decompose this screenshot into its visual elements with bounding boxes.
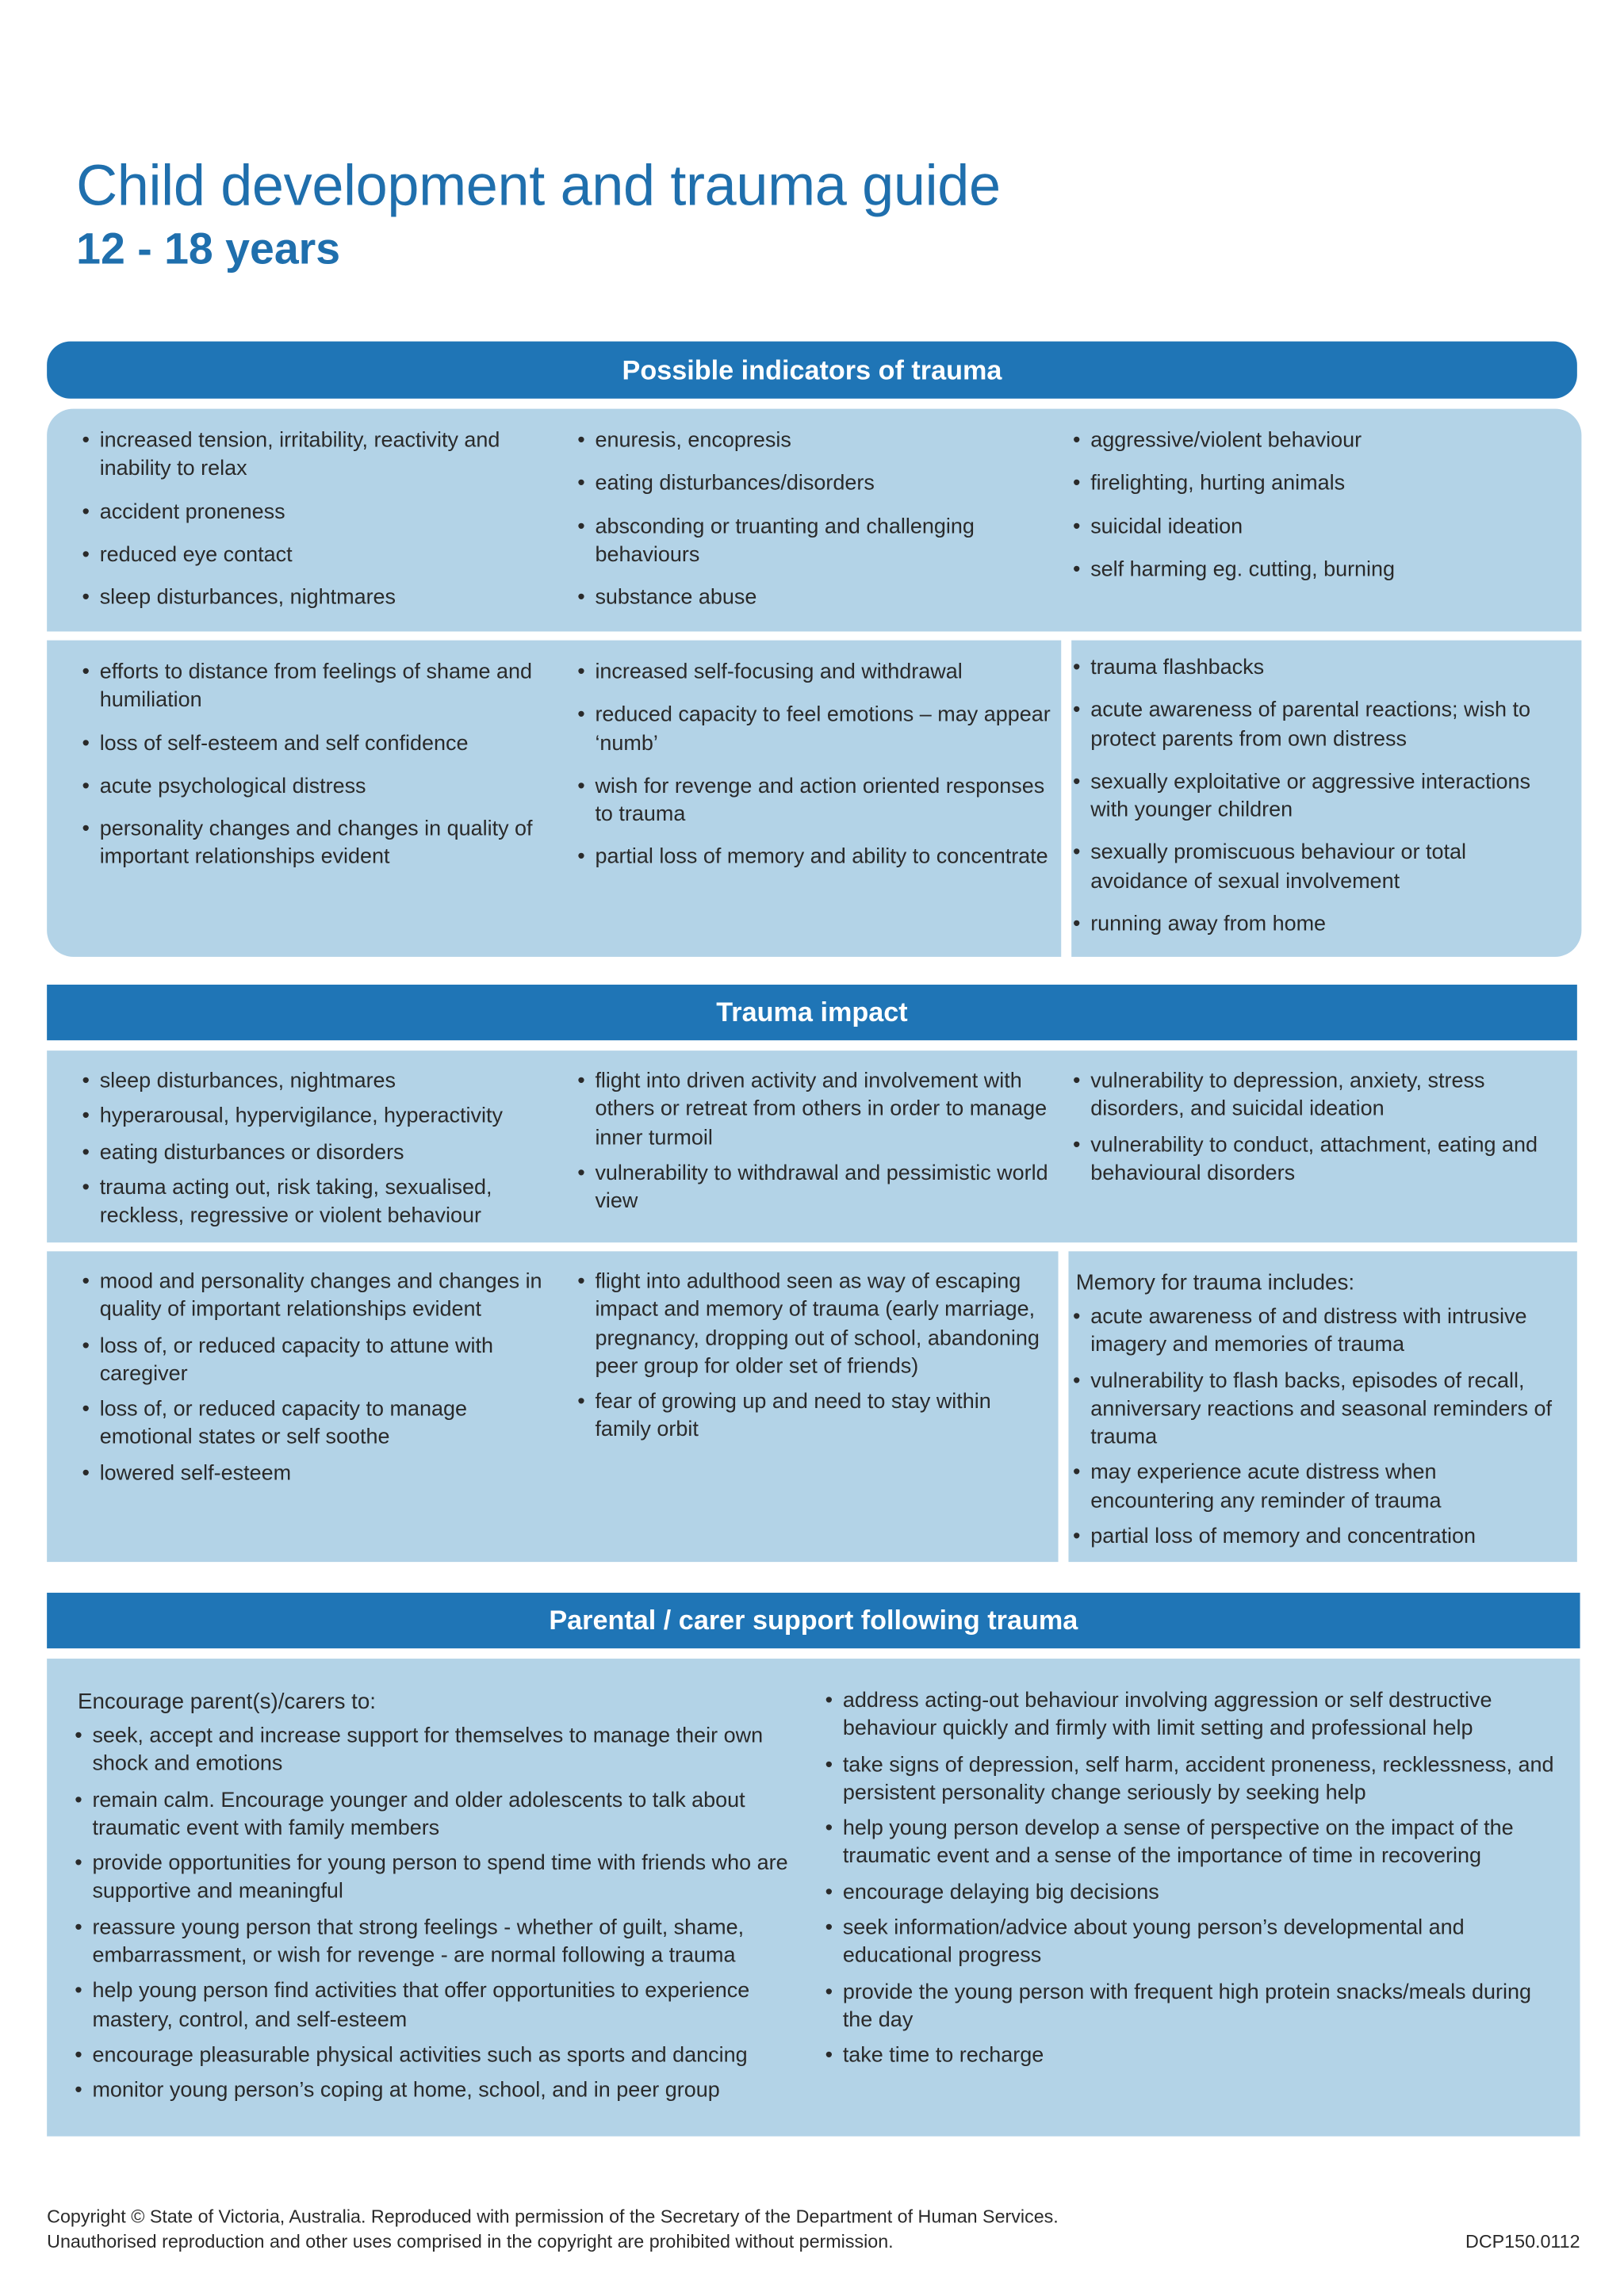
memory-for-trauma-intro: Memory for trauma includes: [1075,1270,1355,1295]
bullet-item: • lowered self-esteem [79,1460,563,1489]
page-subtitle: 12 - 18 years [76,225,341,274]
bullet-item: • wish for revenge and action oriented responses to trauma [575,774,1051,830]
bullet-item: • may experience acute distress when encountering any reminder of trauma [1070,1460,1561,1517]
bullet-item: • vulnerability to conduct, attachment, eating and behavioural disorders [1070,1132,1561,1188]
bullet-item: • sleep disturbances, nightmares [79,1068,563,1096]
bullet-item: • suicidal ideation [1070,514,1561,542]
bullet-item: • remain calm. Encourage younger and older adolescents to talk about traumatic event with family members [72,1787,799,1843]
indicators-row1-col2-list [575,428,1051,614]
indicators-heading: Possible indicators of trauma [622,354,1002,385]
bullet-item: • provide opportunities for young person to spend time with friends who are supportive and meaningful [72,1851,799,1908]
bullet-item: • sexually exploitative or aggressive interactions with younger children [1070,769,1561,825]
bullet-item: • reduced capacity to feel emotions – may appear ‘numb’ [575,702,1051,759]
bullet-item: • acute awareness of and distress with intrusive imagery and memories of trauma [1070,1304,1561,1360]
footer-copyright [47,2205,1366,2255]
bullet-item: • help young person find activities that offer opportunities to experience mastery, control, and self-esteem [72,1979,799,2035]
impact-heading-bar [47,985,1577,1040]
bullet-item: • personality changes and changes in quality of important relationships evident [79,817,563,873]
bullet-item: • loss of self-esteem and self confidence [79,730,563,759]
impact-row2-col1-list [79,1269,563,1488]
impact-row2-col2-list [575,1269,1051,1445]
bullet-item: • efforts to distance from feelings of shame and humiliation [79,660,563,716]
indicators-heading-bar [47,342,1577,399]
bullet-item: • vulnerability to withdrawal and pessimistic world view [575,1161,1051,1217]
support-left-list [72,1723,799,2106]
bullet-item: • seek, accept and increase support for themselves to manage their own shock and emotions [72,1723,799,1779]
bullet-item: • partial loss of memory and concentration [1070,1524,1561,1552]
bullet-item: • trauma flashbacks [1070,655,1561,683]
footer-copyright-line1: Copyright © State of Victoria, Australia. Reproduced with permission of the Secretary of the Department of Human Services. [47,2206,1059,2228]
bullet-item: • mood and personality changes and changes in quality of important relationships evident [79,1269,563,1325]
bullet-item: • running away from home [1070,912,1561,940]
support-right-list [822,1688,1555,2071]
footer-document-code: DCP150.0112 [1465,2231,1580,2252]
bullet-item: • substance abuse [575,585,1051,614]
bullet-item: • increased self-focusing and withdrawal [575,660,1051,688]
bullet-item: • vulnerability to flash backs, episodes of recall, anniversary reactions and seasonal reminders of trauma [1070,1368,1561,1452]
bullet-item: • provide the young person with frequent high protein snacks/meals during the day [822,1979,1555,2035]
bullet-item: • take time to recharge [822,2043,1555,2072]
bullet-item: • flight into driven activity and involvement with others or retreat from others in order to manage inner turmoil [575,1068,1051,1153]
bullet-item: • acute psychological distress [79,774,563,802]
bullet-item: • eating disturbances/disorders [575,471,1051,499]
bullet-item: • eating disturbances or disorders [79,1139,563,1168]
footer-copyright-line2: Unauthorised reproduction and other uses comprised in the copyright are prohibited without permission. [47,2231,894,2252]
bullet-item: • aggressive/violent behaviour [1070,428,1561,457]
bullet-item: • partial loss of memory and ability to concentrate [575,844,1051,873]
impact-row1-col1-list [79,1068,563,1231]
bullet-item: • loss of, or reduced capacity to manage emotional states or self soothe [79,1397,563,1453]
support-intro: Encourage parent(s)/carers to: [77,1689,376,1715]
bullet-item: • increased tension, irritability, reactivity and inability to relax [79,428,563,484]
bullet-item: • reduced eye contact [79,542,563,571]
indicators-row1-col3-list [1070,428,1561,585]
impact-row1-col3-list [1070,1068,1561,1188]
impact-row2-col3-list [1070,1304,1561,1552]
bullet-item: • acute awareness of parental reactions; wish to protect parents from own distress [1070,698,1561,754]
bullet-item: • trauma acting out, risk taking, sexualised, reckless, regressive or violent behaviour [79,1175,563,1231]
bullet-item: • sleep disturbances, nightmares [79,585,563,614]
bullet-item: • seek information/advice about young person’s developmental and educational progress [822,1915,1555,1972]
impact-row1-col2-list [575,1068,1051,1217]
bullet-item: • firelighting, hurting animals [1070,471,1561,499]
bullet-item: • monitor young person’s coping at home, school, and in peer group [72,2078,799,2107]
bullet-item: • vulnerability to depression, anxiety, stress disorders, and suicidal ideation [1070,1068,1561,1124]
bullet-item: • enuresis, encopresis [575,428,1051,457]
bullet-item: • address acting-out behaviour involving aggression or self destructive behaviour quickly and firmly with limit setting and professional help [822,1688,1555,1744]
bullet-item: • flight into adulthood seen as way of escaping impact and memory of trauma (early marriage, pregnancy, dropping out of school, abandoning peer group for older set of friends) [575,1269,1051,1382]
bullet-item: • encourage delaying big decisions [822,1880,1555,1908]
bullet-item: • help young person develop a sense of perspective on the impact of the traumatic event and a sense of the importance of time in recovering [822,1816,1555,1872]
support-heading: Parental / carer support following trauma [549,1604,1078,1636]
indicators-row2-col3-list [1070,655,1561,939]
indicators-row2-col2-list [575,660,1051,873]
bullet-item: • loss of, or reduced capacity to attune with caregiver [79,1333,563,1389]
indicators-row2-col1-list [79,660,563,873]
page-title: Child development and trauma guide [76,155,1001,219]
indicators-row1-col1-list [79,428,563,614]
bullet-item: • hyperarousal, hypervigilance, hyperactivity [79,1104,563,1132]
impact-heading: Trauma impact [716,996,908,1027]
bullet-item: • self harming eg. cutting, burning [1070,557,1561,585]
support-heading-bar [47,1593,1580,1648]
bullet-item: • absconding or truanting and challenging behaviours [575,514,1051,570]
bullet-item: • reassure young person that strong feelings - whether of guilt, shame, embarrassment, or wish for revenge - are normal following a trauma [72,1915,799,1971]
bullet-item: • take signs of depression, self harm, accident proneness, recklessness, and persistent personality change seriously by seeking help [822,1752,1555,1808]
bullet-item: • sexually promiscuous behaviour or total avoidance of sexual involvement [1070,840,1561,897]
bullet-item: • accident proneness [79,499,563,527]
bullet-item: • encourage pleasurable physical activities such as sports and dancing [72,2042,799,2071]
bullet-item: • fear of growing up and need to stay within family orbit [575,1389,1051,1445]
